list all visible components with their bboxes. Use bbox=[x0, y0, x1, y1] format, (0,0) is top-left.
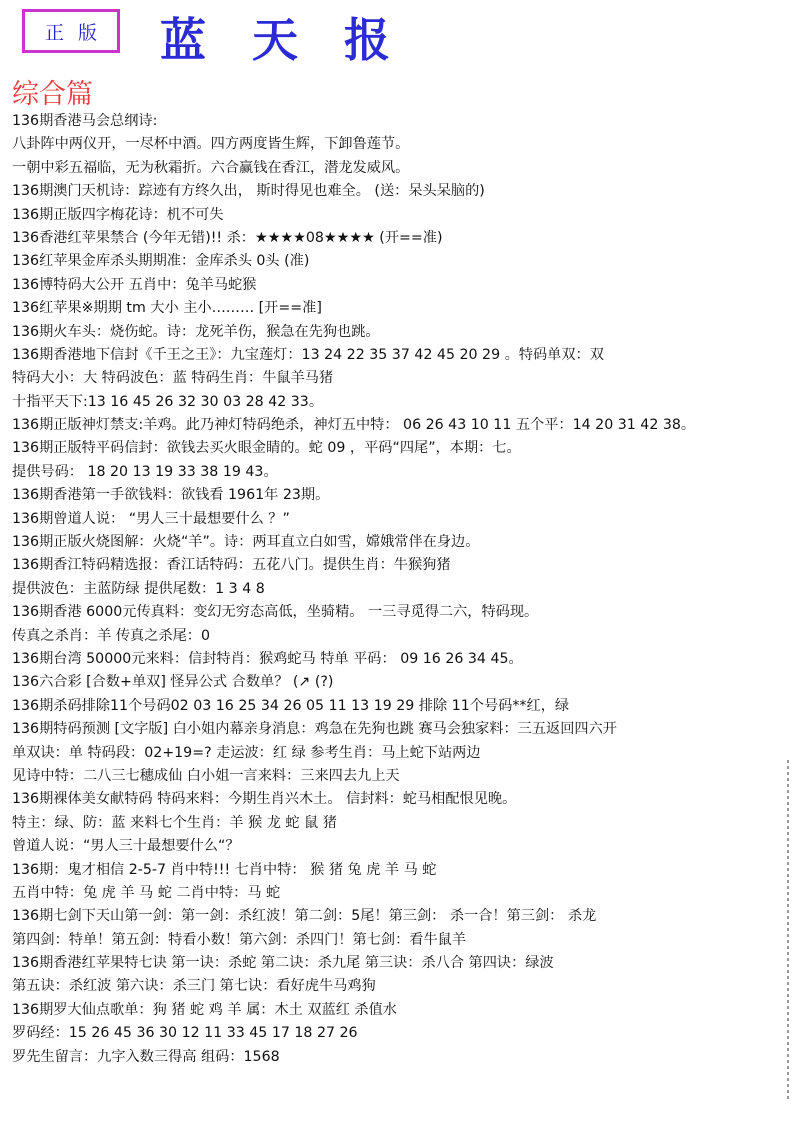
text-line: 136期罗大仙点歌单：狗 猪 蛇 鸡 羊 属：木土 双蓝红 杀值水 bbox=[12, 1001, 397, 1018]
text-line: 单双诀：单 特码段：02+19=? 走运波：红 绿 参考生肖：马上蛇下站两边 bbox=[12, 744, 481, 761]
text-line: 136期火车头：烧伤蛇。诗：龙死羊伤，猴急在先狗也跳。 bbox=[12, 323, 380, 340]
text-line: 136期香港地下信封《千王之王》：九宝莲灯：13 24 22 35 37 42 45 20 29 。特码单双：双 bbox=[12, 346, 604, 363]
text-line: 136期正版神灯禁支:羊鸡。此乃神灯特码绝杀，神灯五中特： 06 26 43 10 11 五个平：14 20 31 42 38。 bbox=[12, 417, 696, 434]
text-line: 136六合彩 [合数+单双] 怪异公式 合数单？ (↗ (?) bbox=[12, 674, 334, 691]
text-line: 136期：鬼才相信 2-5-7 肖中特!!! 七肖中特： 猴 猪 兔 虎 羊 马 蛇 bbox=[12, 861, 437, 878]
text-line: 提供波色：主蓝防绿 提供尾数：1 3 4 8 bbox=[12, 580, 265, 597]
text-line: 罗码经：15 26 45 36 30 12 11 33 45 17 18 27 26 bbox=[12, 1025, 358, 1042]
text-line: 136期裸体美女献特码 特码来料：今期生肖兴木土。 信封料：蛇马相配恨见晚。 bbox=[12, 791, 517, 808]
text-line: 136期正版特平码信封：欲钱去买火眼金睛的。蛇 09 ，平码“四尾”，本期：七。 bbox=[12, 440, 521, 457]
text-line: 特主：绿、防：蓝 来料七个生肖：羊 猴 龙 蛇 鼠 猪 bbox=[12, 814, 337, 831]
text-line: 第五诀：杀红波 第六诀：杀三门 第七诀：看好虎牛马鸡狗 bbox=[12, 978, 376, 995]
text-line: 136博特码大公开 五肖中：兔羊马蛇猴 bbox=[12, 276, 257, 293]
text-line: 八卦阵中两仪开，一尽杯中酒。四方两度皆生辉，下卸鲁莲节。 bbox=[12, 136, 410, 153]
text-line: 136期七剑下天山第一剑：第一剑：杀红波！第二剑：5尾！第三剑： 杀一合！第三剑： 杀龙 bbox=[12, 908, 597, 925]
text-line: 十指平天下:13 16 45 26 32 30 03 28 42 33。 bbox=[12, 393, 324, 410]
text-line: 136期澳门天机诗：踪迹有方终久出， 斯时得见也难全。 (送：呆头呆脑的) bbox=[12, 183, 485, 200]
text-line: 传真之杀肖：羊 传真之杀尾：0 bbox=[12, 627, 210, 644]
text-line: 136期香港红苹果特七诀 第一诀：杀蛇 第二诀：杀九尾 第三诀：杀八合 第四诀：绿波 bbox=[12, 955, 554, 972]
text-line: 136期杀码排除11个号码02 03 16 25 34 26 05 11 13 19 29 排除 11个号码**红，绿 bbox=[12, 697, 570, 714]
text-line: 136期特码预测 [文字版] 白小姐内幕亲身消息：鸡急在先狗也跳 赛马会独家料：三五返回四六开 bbox=[12, 721, 617, 738]
text-line: 见诗中特：二八三七穗成仙 白小姐一言来料：三来四去九上天 bbox=[12, 767, 400, 784]
text-line: 136期台湾 50000元来料：信封特肖：猴鸡蛇马 特单 平码： 09 16 26 34 45。 bbox=[12, 650, 523, 667]
text-line: 136红苹果金库杀头期期准：金库杀头 0头 (准) bbox=[12, 253, 310, 270]
section-title: 综合篇 bbox=[12, 79, 93, 110]
text-line: 136期曾道人说： “男人三十最想要什么 ？” bbox=[12, 510, 290, 527]
text-line: 曾道人说：“男人三十最想要什么“？ bbox=[12, 838, 240, 855]
text-line: 136期香江特码精选报：香江话特码：五花八门。提供生肖：牛猴狗猪 bbox=[12, 557, 451, 574]
text-line: 136期香港 6000元传真料：变幻无穷态高低，坐骑精。 一三寻觅得二六，特码现。 bbox=[12, 604, 539, 621]
genuine-badge bbox=[22, 9, 120, 53]
text-line: 136期香港第一手欲钱料：欲钱看 1961年 23期。 bbox=[12, 487, 330, 504]
text-line: 罗先生留言：九字入数三得高 组码：1568 bbox=[12, 1048, 280, 1065]
genuine-badge-label: 正版 bbox=[44, 21, 111, 44]
text-line: 136期香港马会总纲诗: bbox=[12, 113, 158, 129]
page-header bbox=[0, 0, 793, 70]
text-line: 第四剑：特单！第五剑：特看小数！第六剑：杀四门！第七剑：看牛鼠羊 bbox=[12, 931, 467, 948]
article-body bbox=[12, 110, 787, 1069]
text-line: 136期正版四字梅花诗：机不可失 bbox=[12, 206, 224, 223]
text-line: 一朝中彩五福临，无为秋霜折。六合赢钱在香江，潜龙发威风。 bbox=[12, 159, 410, 176]
edge-dotted-border bbox=[787, 760, 789, 1100]
text-line: 五肖中特：兔 虎 羊 马 蛇 二肖中特：马 蛇 bbox=[12, 884, 281, 901]
text-line: 提供号码： 18 20 13 19 33 38 19 43。 bbox=[12, 463, 278, 480]
text-line: 136红苹果※期期 tm 大小 主小……… [开==准] bbox=[12, 300, 322, 317]
text-line: 136香港红苹果禁合 (今年无错)!! 杀：★★★★08★★★★ (开==准) bbox=[12, 229, 443, 246]
newspaper-masthead: 蓝天报 bbox=[160, 13, 436, 67]
text-line: 136期正版火烧图解：火烧“羊”。诗：两耳直立白如雪，嫦娥常伴在身边。 bbox=[12, 534, 480, 551]
text-line: 特码大小：大 特码波色：蓝 特码生肖：牛鼠羊马猪 bbox=[12, 370, 334, 387]
